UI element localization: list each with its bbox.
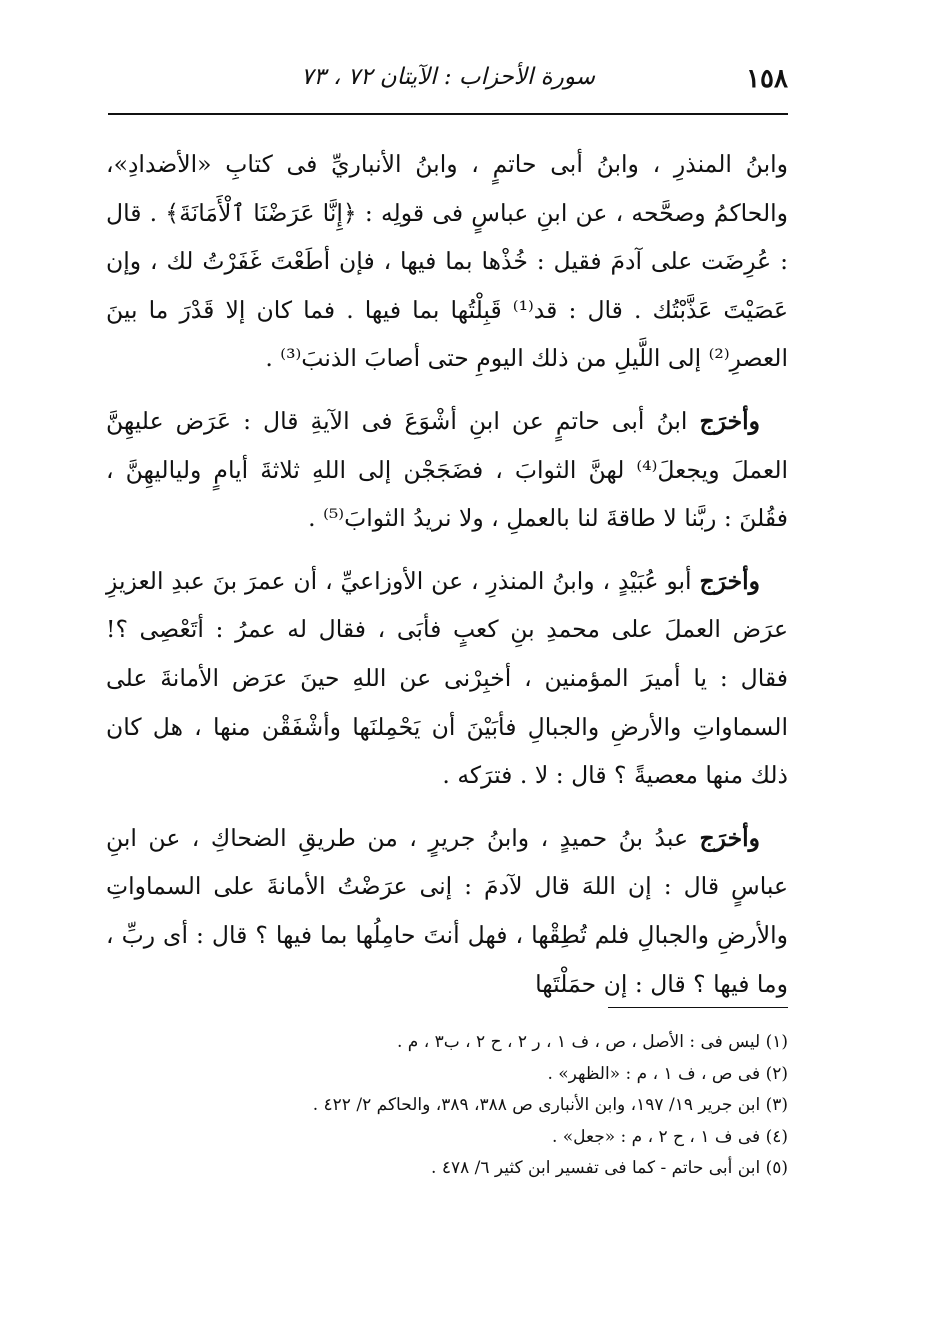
page-number: ١٥٨ [746, 64, 788, 94]
paragraph-4 [106, 814, 788, 1008]
paragraph-4-lead: وأخرَج [699, 823, 760, 852]
page-header [108, 58, 788, 102]
footnote-4: (٤) فى ف ١ ، ح ٢ ، م : «جعل» . [551, 1126, 788, 1147]
paragraph-3-lead: وأخرَج [699, 566, 760, 595]
footnote-1: (١) ليس فى : الأصل ، ص ، ف ١ ، ر ٢ ، ح ٢ ، ب٣ ، م . [396, 1032, 788, 1052]
main-text [106, 140, 788, 1022]
paragraph-3-text: أبو عُبَيْدٍ ، وابنُ المنذرِ ، عن الأوزاعيِّ ، أن عمرَ بنَ عبدِ العزيزِ عرَض العملَ على محمدِ بنِ كعبٍ فأبَى ، فقال له عمرُ : أتَعْصِى ؟! فقال : يا أميرَ المؤمنين ، أخبِرْنى عن اللهِ حينَ عرَض الأمانةَ على السماواتِ والأرضِ والجبالِ فأبَيْنَ أن يَحْمِلنَها وأشْفَقْن منها ، هل كان ذلك منها معصيةً ؟ قال : لا . فترَكه . [106, 566, 788, 790]
paragraph-1: وابنُ المنذرِ ، وابنُ أبى حاتمٍ ، وابنُ الأنباريِّ فى كتابِ «الأضدادِ»، والحاكمُ وصحَّحه ، عن ابنِ عباسٍ فى قولِه : ﴿إِنَّا عَرَضْنَا ٱلْأَمَانَةَ﴾ . قال : عُرِضَت على آدمَ فقيل : خُذْها بما فيها ، فإن أطَعْتَ غَفَرْتُ لك ، وإن عَصَيْتَ عَذَّبْتُك . قال : قد⁽¹⁾ قَبِلْتُها بما فيها . فما كان إلا قَدْرَ ما بينَ العصرِ⁽²⁾ إلى اللَّيلِ من ذلك اليومِ حتى أصابَ الذنبَ⁽³⁾ . [106, 150, 788, 373]
paragraph-2-text: ابنُ أبى حاتمٍ عن ابنِ أشْوَعَ فى الآيةِ قال : عَرَض عليهِنَّ العملَ ويجعلَ⁽⁴⁾ لهنَّ الثوابَ ، فضَجَجْن إلى اللهِ ثلاثةَ أيامٍ ولياليهِنَّ ، فقُلنَ : ربَّنا لا طاقةَ لنا بالعملِ ، ولا نريدُ الثوابَ⁽⁵⁾ . [106, 406, 789, 533]
paragraph-3 [106, 557, 788, 800]
paragraph-4-text: عبدُ بنُ حميدٍ ، وابنُ جريرٍ ، من طريقِ الضحاكِ ، عن ابنِ عباسٍ قال : إن اللهَ قال لآدمَ : إنى عرَضْتُ الأمانةَ على السماواتِ والأرضِ والجبالِ فلم تُطِقْها ، فهل أنتَ حامِلُها بما فيها ؟ قال : أى ربِّ ، وما فيها ؟ قال : إن حمَلْتَها [106, 823, 788, 998]
footnote-3: (٣) ابن جرير ١٩/ ١٩٧، وابن الأنبارى ص ٣٨٨، ٣٨٩، والحاكم ٢/ ٤٢٢ . [312, 1095, 788, 1115]
footnote-5: (٥) ابن أبى حاتم - كما فى تفسير ابن كثير ٦/ ٤٧٨ . [431, 1158, 788, 1178]
footnote-2: (٢) فى ص ، ف ١ ، م : «الظهر» . [547, 1063, 788, 1084]
paragraph-2 [106, 397, 788, 543]
running-title: سورة الأحزاب : الآيتان ٧٢ ، ٧٣ [301, 64, 595, 90]
footnote-rule [608, 1007, 788, 1008]
footnotes [108, 1027, 788, 1185]
paragraph-2-lead: وأخرَج [699, 406, 760, 435]
header-rule [108, 113, 788, 115]
